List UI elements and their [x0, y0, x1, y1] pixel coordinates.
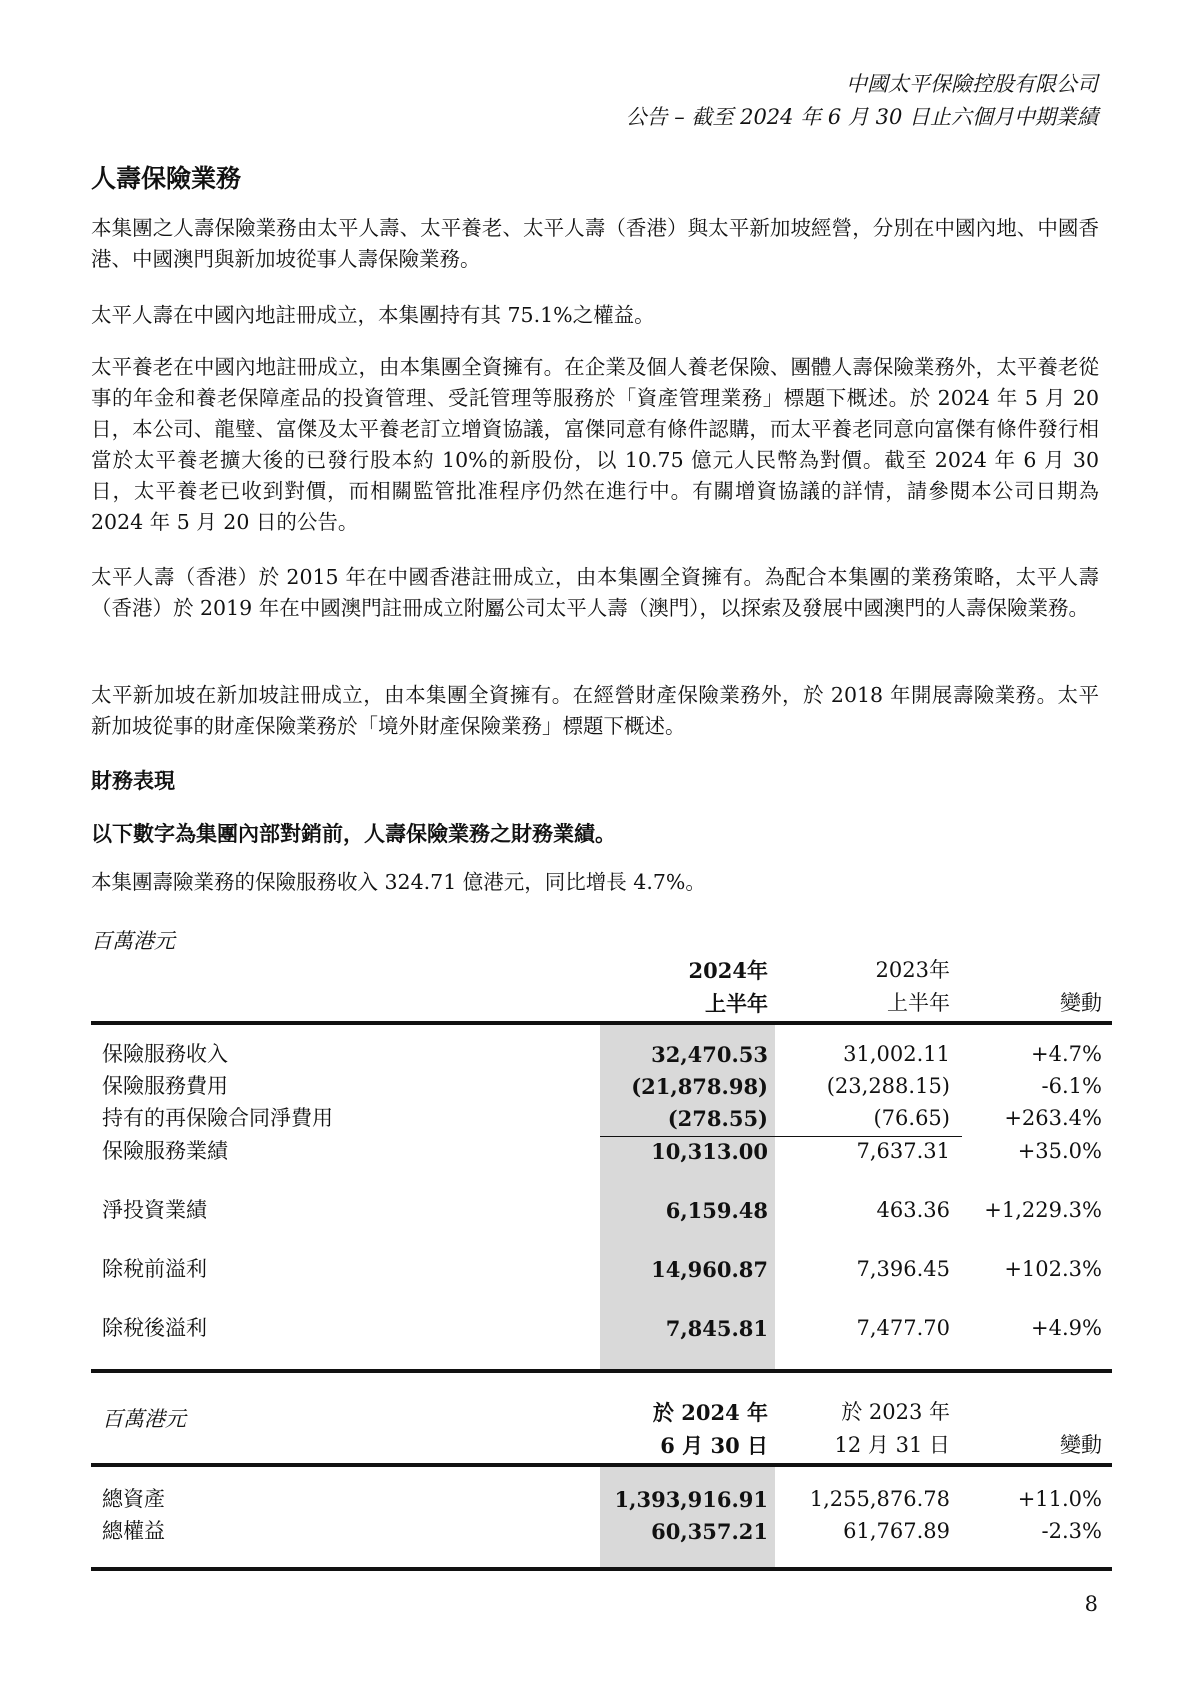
header-company: 中國太平保險控股有限公司: [846, 72, 1098, 96]
table1-row-change: +263.4%: [1004, 1106, 1102, 1130]
table2-col3-header: 變動: [1060, 1433, 1102, 1457]
table1-row-value-2024: 14,960.87: [651, 1257, 768, 1282]
table2-row-value-2023: 1,255,876.78: [809, 1487, 950, 1511]
table1-row-label: 保險服務業績: [102, 1139, 228, 1163]
table1-col2-line2: 上半年: [887, 991, 950, 1015]
paragraph-taiping-pension: 太平養老在中國內地註冊成立，由本集團全資擁有。在企業及個人養老保險、團體人壽保險業務外，太平養老從事的年金和養老保障產品的投資管理、受託管理等服務於「資產管理業務」標題下概述。於 2024 年 5 月 20 日，本公司、龍璧、富傑及太平養老訂立增資協議，富傑同意有條件認購，而太平養老同意向富傑有條件發行相當於太平養老擴大後的已發行股本約 10%的新股份，以 10.75 億元人民幣為對價。截至 2024 年 6 月 30 日，太平養老已收到對價，而相關監管批准程序仍然在進行中。有關增資協議的詳情，請參閱本公司日期為 2024 年 5 月 20 日的公告。: [91, 355, 1099, 534]
paragraph-taiping-life: 太平人壽在中國內地註冊成立，本集團持有其 75.1%之權益。: [91, 303, 655, 327]
table2-col1-line1: 於 2024 年: [652, 1400, 768, 1425]
table1-row-value-2024: (278.55): [667, 1106, 768, 1131]
paragraph-intro: 本集團之人壽保險業務由太平人壽、太平養老、太平人壽（香港）與太平新加坡經營，分別在中國內地、中國香港、中國澳門與新加坡從事人壽保險業務。: [91, 216, 1099, 271]
table2-row-change: -2.3%: [1041, 1519, 1102, 1543]
table1-row-value-2023: 463.36: [876, 1198, 950, 1222]
table1-col2-line1: 2023年: [875, 958, 950, 982]
table2-current-column-shade: [600, 1463, 775, 1567]
table2-row-label: 總資產: [102, 1487, 165, 1511]
table1-col1-line1: 2024年: [688, 958, 768, 983]
table1-row-value-2023: (76.65): [873, 1106, 950, 1130]
section-title: 人壽保險業務: [91, 164, 242, 193]
table1-row-value-2024: (21,878.98): [631, 1074, 768, 1099]
table2-col2-line2: 12 月 31 日: [834, 1433, 950, 1457]
table1-row-change: -6.1%: [1041, 1074, 1102, 1098]
table1-row-label: 保險服務費用: [102, 1074, 228, 1098]
table1-row-label: 除稅後溢利: [102, 1316, 207, 1340]
table1-row-label: 持有的再保險合同淨費用: [102, 1106, 333, 1130]
table1-col3-header: 變動: [1060, 991, 1102, 1015]
table2-bottom-rule: [91, 1567, 1112, 1571]
table2-header-rule: [91, 1463, 1112, 1467]
financial-intro: 本集團壽險業務的保險服務收入 324.71 億港元，同比增長 4.7%。: [91, 870, 706, 894]
paragraph-taiping-singapore: 太平新加坡在新加坡註冊成立，由本集團全資擁有。在經營財產保險業務外，於 2018 年開展壽險業務。太平新加坡從事的財產保險業務於「境外財產保險業務」標題下概述。: [91, 683, 1099, 738]
table1-row-value-2024: 7,845.81: [665, 1316, 768, 1341]
table1-row-change: +4.9%: [1031, 1316, 1102, 1340]
table1-row-value-2024: 6,159.48: [665, 1198, 768, 1223]
header-subtitle: 公告 – 截至 2024 年 6 月 30 日止六個月中期業績: [625, 105, 1098, 129]
table1-header-rule: [91, 1021, 1112, 1025]
table1-row-value-2024: 10,313.00: [651, 1139, 768, 1164]
table1-col1-line2: 上半年: [705, 991, 768, 1016]
table1-row-change: +4.7%: [1031, 1042, 1102, 1066]
table1-row-change: +35.0%: [1017, 1139, 1102, 1163]
table2-row-value-2024: 60,357.21: [651, 1519, 768, 1544]
paragraph-taiping-life-hk: 太平人壽（香港）於 2015 年在中國香港註冊成立，由本集團全資擁有。為配合本集團的業務策略，太平人壽（香港）於 2019 年在中國澳門註冊成立附屬公司太平人壽（澳門），以探索及發展中國澳門的人壽保險業務。: [91, 565, 1099, 620]
table1-bottom-rule: [91, 1369, 1112, 1373]
table1-unit: 百萬港元: [91, 929, 175, 953]
financial-subheading: 以下數字為集團內部對銷前，人壽保險業務之財務業績。: [91, 822, 616, 846]
table1-row-value-2023: 31,002.11: [843, 1042, 950, 1066]
table2-row-value-2024: 1,393,916.91: [614, 1487, 768, 1512]
table2-row-label: 總權益: [102, 1519, 165, 1543]
table1-row-change: +1,229.3%: [984, 1198, 1102, 1222]
table1-row-change: +102.3%: [1004, 1257, 1102, 1281]
table2-row-value-2023: 61,767.89: [843, 1519, 950, 1543]
table1-row-value-2024: 32,470.53: [651, 1042, 768, 1067]
table1-row-label: 除稅前溢利: [102, 1257, 207, 1281]
table1-row-value-2023: 7,396.45: [856, 1257, 950, 1281]
table2-col1-line2: 6 月 30 日: [660, 1433, 768, 1458]
table2-col2-line1: 於 2023 年: [841, 1400, 950, 1424]
table1-row-value-2023: 7,637.31: [856, 1139, 950, 1163]
table1-row-label: 保險服務收入: [102, 1042, 228, 1066]
page-number: 8: [1084, 1592, 1098, 1616]
table1-row-value-2023: (23,288.15): [826, 1074, 950, 1098]
table2-row-change: +11.0%: [1017, 1487, 1102, 1511]
financial-heading: 財務表現: [91, 769, 175, 793]
table1-row-label: 淨投資業績: [102, 1198, 207, 1222]
table1-row-value-2023: 7,477.70: [856, 1316, 950, 1340]
table2-unit: 百萬港元: [102, 1407, 186, 1431]
